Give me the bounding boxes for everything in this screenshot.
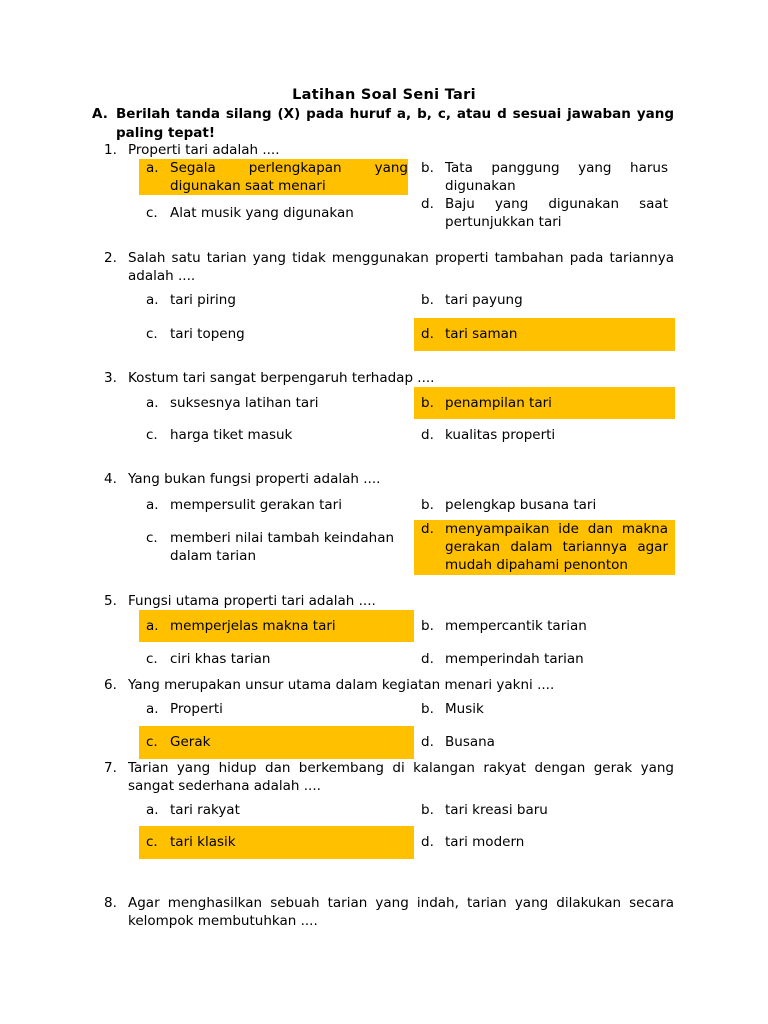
option-letter: a. [146, 497, 159, 513]
question-text: Agar menghasilkan sebuah tarian yang indah, tarian yang dilakukan secara kelompok membutuhkan .... [128, 895, 674, 929]
option-letter: d. [421, 651, 434, 667]
option-text: Musik [445, 701, 484, 717]
option-letter: a. [146, 395, 159, 411]
question-number: 2. [104, 250, 117, 266]
question-4 [104, 470, 674, 488]
q5-option-a [139, 610, 414, 642]
option-letter: b. [421, 395, 434, 411]
question-3 [104, 369, 674, 387]
question-8 [104, 894, 674, 930]
option-text: penampilan tari [445, 395, 552, 411]
question-number: 5. [104, 593, 117, 609]
q4-option-d [414, 520, 675, 575]
section-instruction [92, 105, 674, 143]
option-letter: b. [421, 292, 434, 308]
option-letter: c. [146, 530, 158, 546]
option-text: mempercantik tarian [445, 618, 587, 634]
option-letter: c. [146, 651, 158, 667]
question-text: Fungsi utama properti tari adalah .... [128, 593, 376, 609]
option-letter: a. [146, 292, 159, 308]
option-text: menyampaikan ide dan makna gerakan dalam tariannya agar mudah dipahami penonton [445, 521, 668, 573]
q4-option-a [139, 496, 408, 514]
q2-option-a [139, 291, 408, 309]
question-2 [104, 249, 674, 285]
option-letter: c. [146, 427, 158, 443]
option-text: tari payung [445, 292, 523, 308]
option-text: ciri khas tarian [170, 651, 271, 667]
option-text: Tata panggung yang harus digunakan [445, 160, 668, 194]
option-text: tari modern [445, 834, 525, 850]
option-letter: b. [421, 160, 434, 176]
question-number: 1. [104, 142, 117, 158]
q4-option-c [139, 529, 411, 565]
q6-option-b [414, 700, 668, 718]
option-text: kualitas properti [445, 427, 556, 443]
option-letter: a. [146, 618, 159, 634]
question-6 [104, 676, 674, 694]
option-letter: d. [421, 427, 434, 443]
option-letter: a. [146, 701, 159, 717]
option-text: tari saman [445, 326, 518, 342]
question-number: 7. [104, 760, 117, 776]
question-text: Yang merupakan unsur utama dalam kegiatan menari yakni .... [128, 677, 555, 693]
q6-option-c [139, 726, 414, 759]
option-letter: d. [421, 834, 434, 850]
q7-option-c [139, 826, 414, 859]
question-text: Salah satu tarian yang tidak menggunakan properti tambahan pada tariannya adalah .... [128, 250, 674, 284]
q2-option-d [414, 318, 675, 351]
option-text: mempersulit gerakan tari [170, 497, 342, 513]
question-5 [104, 592, 674, 610]
option-text: tari rakyat [170, 802, 240, 818]
option-letter: b. [421, 701, 434, 717]
option-text: tari kreasi baru [445, 802, 548, 818]
question-7 [104, 759, 674, 795]
q5-option-b [414, 617, 668, 635]
question-text: Kostum tari sangat berpengaruh terhadap .... [128, 370, 435, 386]
q3-option-b [414, 387, 675, 419]
option-letter: c. [146, 734, 158, 750]
q7-option-a [139, 801, 408, 819]
option-text: Baju yang digunakan saat pertunjukkan tari [445, 196, 668, 230]
option-text: Properti [170, 701, 223, 717]
question-number: 3. [104, 370, 117, 386]
q2-option-c [139, 325, 408, 343]
question-number: 4. [104, 471, 117, 487]
q3-option-a [139, 394, 408, 412]
q6-option-a [139, 700, 408, 718]
option-text: memberi nilai tambah keindahan dalam tarian [170, 530, 395, 564]
option-letter: d. [421, 734, 434, 750]
option-letter: d. [421, 326, 434, 342]
option-text: Alat musik yang digunakan [170, 205, 354, 221]
option-letter: b. [421, 802, 434, 818]
q7-option-b [414, 801, 668, 819]
option-letter: a. [146, 802, 159, 818]
option-letter: b. [421, 618, 434, 634]
option-text: suksesnya latihan tari [170, 395, 319, 411]
question-number: 8. [104, 895, 117, 911]
q1-option-d [414, 195, 668, 231]
q5-option-c [139, 650, 408, 668]
option-text: pelengkap busana tari [445, 497, 597, 513]
q3-option-d [414, 426, 668, 444]
question-number: 6. [104, 677, 117, 693]
q1-option-a [139, 159, 408, 195]
option-letter: c. [146, 205, 158, 221]
q3-option-c [139, 426, 408, 444]
option-text: Gerak [170, 734, 211, 750]
question-text: Yang bukan fungsi properti adalah .... [128, 471, 381, 487]
q1-option-b [414, 159, 668, 195]
option-letter: c. [146, 834, 158, 850]
option-text: Segala perlengkapan yang digunakan saat menari [170, 160, 408, 194]
option-text: harga tiket masuk [170, 427, 293, 443]
question-text: Tarian yang hidup dan berkembang di kalangan rakyat dengan gerak yang sangat sederhana adalah .... [128, 760, 674, 794]
option-text: tari klasik [170, 834, 236, 850]
option-text: tari topeng [170, 326, 245, 342]
option-text: memperjelas makna tari [170, 618, 336, 634]
option-letter: c. [146, 326, 158, 342]
question-1 [104, 141, 674, 159]
option-letter: a. [146, 160, 159, 176]
option-text: Busana [445, 734, 495, 750]
option-letter: d. [421, 196, 434, 212]
q2-option-b [414, 291, 668, 309]
q5-option-d [414, 650, 668, 668]
q4-option-b [414, 496, 668, 514]
option-text: memperindah tarian [445, 651, 584, 667]
option-letter: b. [421, 497, 434, 513]
option-letter: d. [421, 521, 434, 537]
q1-option-c [139, 204, 408, 222]
section-letter: A. [92, 106, 108, 122]
question-text: Properti tari adalah .... [128, 142, 280, 158]
q6-option-d [414, 733, 668, 751]
q7-option-d [414, 833, 668, 851]
document-title: Latihan Soal Seni Tari [292, 87, 476, 103]
option-text: tari piring [170, 292, 236, 308]
section-instruction-text: Berilah tanda silang (X) pada huruf a, b, c, atau d sesuai jawaban yang paling tepat! [116, 106, 674, 141]
